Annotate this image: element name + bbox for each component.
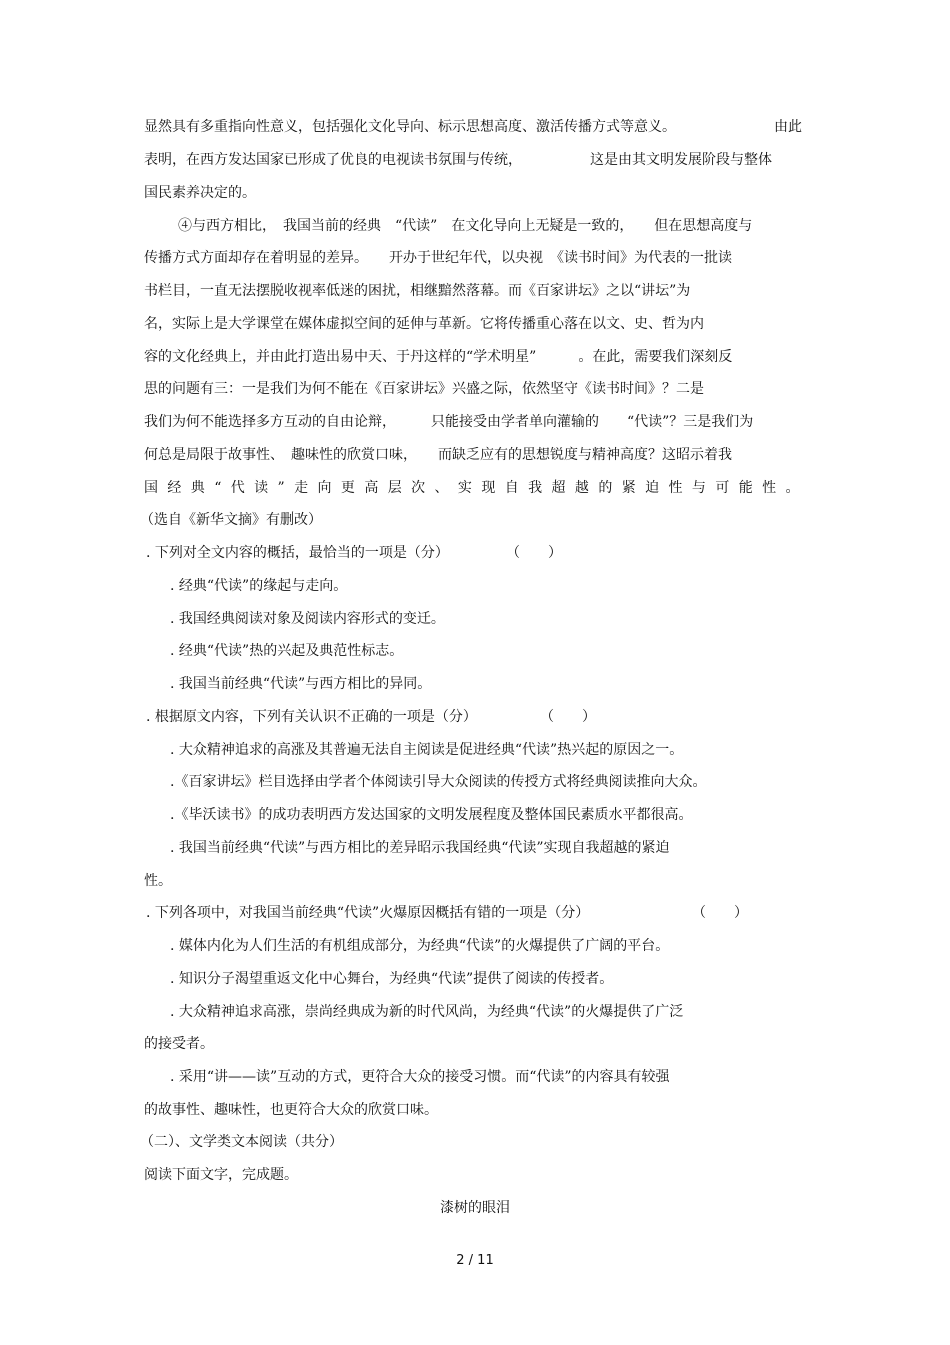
- paragraph-line: 我们为何不能选择多方互动的自由论辩， 只能接受由学者单向灌输的 “代读”？三是我们为: [144, 414, 754, 430]
- section-heading: （二）、文学类文本阅读（共分）: [140, 1134, 343, 1150]
- option-a: . 经典“代读”的缘起与走向。: [170, 578, 348, 594]
- paragraph-line: 由此: [774, 119, 802, 135]
- option-d: . 我国当前经典“代读”与西方相比的差异昭示我国经典“代读”实现自我超越的紧迫: [170, 840, 670, 856]
- option-a: . 大众精神追求的高涨及其普遍无法自主阅读是促进经典“代读”热兴起的原因之一。: [170, 742, 684, 758]
- option-b: .《百家讲坛》栏目选择由学者个体阅读引导大众阅读的传授方式将经典阅读推向大众。: [170, 774, 707, 790]
- story-title: 漆树的眼泪: [440, 1200, 510, 1216]
- option-d: . 采用“讲——读”互动的方式，更符合大众的接受习惯。而“代读”的内容具有较强: [170, 1069, 670, 1085]
- paragraph-line: 国民素养决定的。: [144, 185, 256, 201]
- question-stem: . 下列各项中，对我国当前经典“代读”火爆原因概括有错的一项是（分）: [146, 905, 590, 921]
- option-c-continued: 的接受者。: [144, 1036, 214, 1052]
- source-note: （选自《新华文摘》有删改）: [140, 512, 322, 528]
- section-instruction: 阅读下面文字，完成题。: [144, 1167, 298, 1183]
- paragraph-line: 书栏目，一直无法摆脱收视率低迷的困扰，相继黯然落幕。而《百家讲坛》之以“讲坛”为: [144, 283, 691, 299]
- option-c: .《毕沃读书》的成功表明西方发达国家的文明发展程度及整体国民素质水平都很高。: [170, 807, 693, 823]
- paragraph-line: 这是由其文明发展阶段与整体: [590, 152, 772, 168]
- option-d: . 我国当前经典“代读”与西方相比的异同。: [170, 676, 432, 692]
- page-number: 2 / 11: [456, 1253, 494, 1268]
- paragraph-line: 国经典“代读”走向更高层次、实现自我超越的紧迫性与可能性。: [144, 480, 809, 496]
- option-c: . 大众精神追求高涨，崇尚经典成为新的时代风尚，为经典“代读”的火爆提供了广泛: [170, 1004, 684, 1020]
- option-b: . 我国经典阅读对象及阅读内容形式的变迁。: [170, 611, 445, 627]
- paragraph-line: 传播方式方面却存在着明显的差异。 开办于世纪年代，以央视 《读书时间》为代表的一批读: [144, 250, 732, 266]
- option-a: . 媒体内化为人们生活的有机组成部分，为经典“代读”的火爆提供了广阔的平台。: [170, 938, 670, 954]
- paragraph-line: 何总是局限于故事性、 趣味性的欣赏口味， 而缺乏应有的思想锐度与精神高度？这昭示着我: [144, 447, 732, 463]
- option-b: . 知识分子渴望重返文化中心舞台，为经典“代读”提供了阅读的传授者。: [170, 971, 614, 987]
- paragraph-line: 表明，在西方发达国家已形成了优良的电视读书氛围与传统，: [144, 152, 522, 168]
- answer-bracket: （ ）: [540, 709, 596, 725]
- answer-bracket: （ ）: [692, 905, 748, 921]
- paragraph-line: 思的问题有三：一是我们为何不能在《百家讲坛》兴盛之际，依然坚守《读书时间》？二是: [144, 381, 704, 397]
- paragraph-line: ④与西方相比， 我国当前的经典 “代读” 在文化导向上无疑是一致的， 但在思想高度与: [178, 218, 753, 234]
- question-stem: . 下列对全文内容的概括，最恰当的一项是（分）: [146, 545, 449, 561]
- option-d-continued: 的故事性、趣味性，也更符合大众的欣赏口味。: [144, 1102, 438, 1118]
- answer-bracket: （ ）: [506, 545, 562, 561]
- option-d-continued: 性。: [144, 873, 172, 889]
- option-c: . 经典“代读”热的兴起及典范性标志。: [170, 643, 404, 659]
- question-stem: . 根据原文内容，下列有关认识不正确的一项是（分）: [146, 709, 477, 725]
- paragraph-line: 名，实际上是大学课堂在媒体虚拟空间的延伸与革新。它将传播重心落在以文、史、哲为内: [144, 316, 704, 332]
- paragraph-line: 显然具有多重指向性意义，包括强化文化导向、标示思想高度、激活传播方式等意义。: [144, 119, 676, 135]
- paragraph-line: 容的文化经典上，并由此打造出易中天、于丹这样的“学术明星” 。在此，需要我们深刻反: [144, 349, 733, 365]
